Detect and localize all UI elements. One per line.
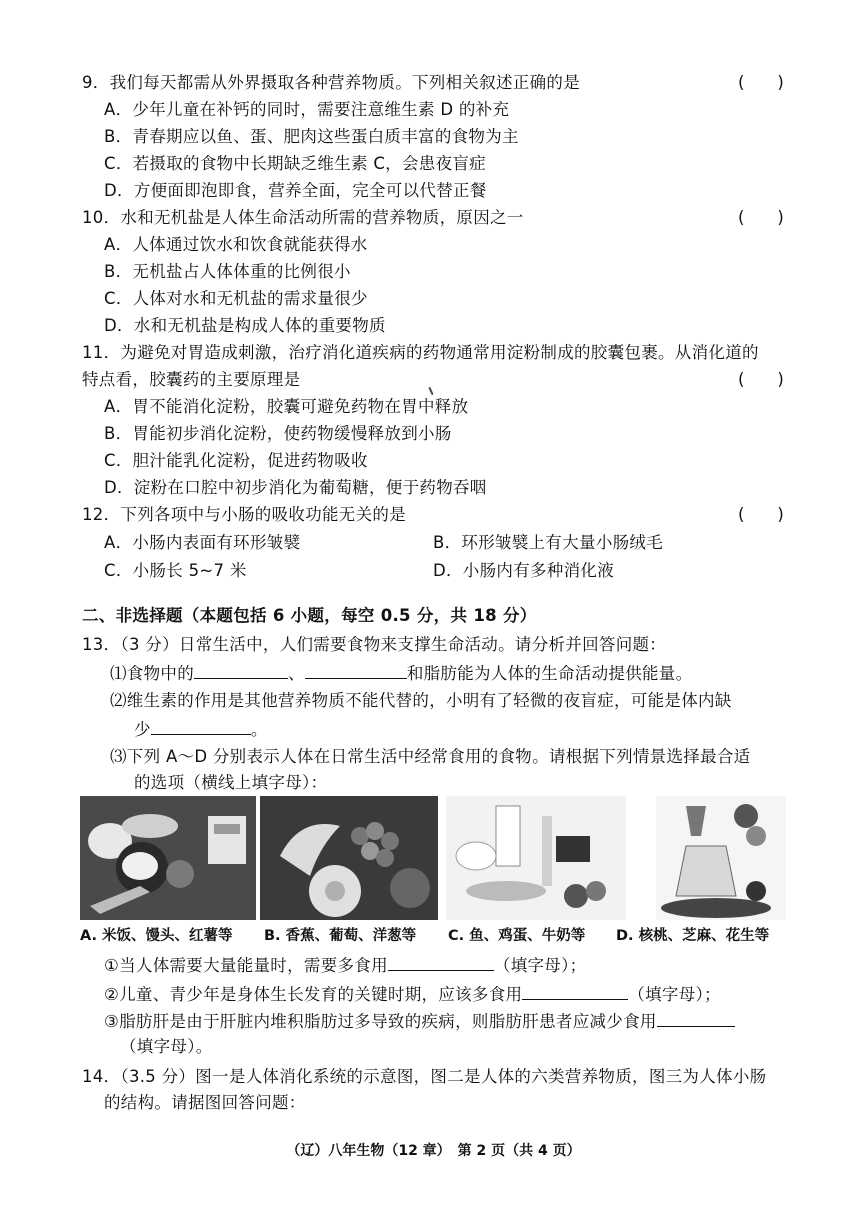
q9-stem: 9．我们每天都需从外界摄取各种营养物质。下列相关叙述正确的是	[82, 73, 580, 92]
q12-option-b: B．环形皱襞上有大量小肠绒毛	[433, 533, 664, 552]
q12-option-d: D．小肠内有多种消化液	[433, 561, 615, 580]
q13-part2-line2	[134, 718, 268, 741]
q13-blank-6[interactable]	[657, 1010, 735, 1027]
q10-answer-paren: ( )	[738, 208, 784, 227]
q13-scenario-3-line1	[104, 1010, 735, 1033]
q13-part1-text-a: ⑴食物中的	[110, 664, 194, 683]
food-photo-d-image	[656, 796, 786, 920]
q13-part3-line2: 的选项（横线上填字母）：	[134, 773, 328, 792]
q13-part2-line1: ⑵维生素的作用是其他营养物质不能代替的，小明有了轻微的夜盲症，可能是体内缺	[110, 691, 732, 710]
q13-part1-text-c: 和脂肪能为人体的生命活动提供能量。	[406, 664, 693, 683]
q10-option-b: B．无机盐占人体体重的比例很小	[104, 262, 351, 281]
caption-a: A. 米饭、馒头、红薯等	[80, 928, 233, 944]
q14-stem-line2: 的结构。请据图回答问题：	[104, 1093, 306, 1112]
q9-option-d: D．方便面即泡即食，营养全面，完全可以代替正餐	[104, 181, 487, 200]
q11-option-c: C．胆汁能乳化淀粉，促进药物吸收	[104, 451, 368, 470]
q13-scenario-3-line2: （填字母）。	[120, 1037, 213, 1056]
q9-option-c: C．若摄取的食物中长期缺乏维生素 C，会患夜盲症	[104, 154, 486, 173]
q10-option-a: A．人体通过饮水和饮食就能获得水	[104, 235, 368, 254]
q13-scenario-1-text: ①当人体需要大量能量时，需要多食用	[104, 956, 388, 975]
q13-part1	[110, 662, 692, 685]
q12-answer-paren: ( )	[738, 505, 784, 524]
section-heading: 二、非选择题（本题包括 6 小题，每空 0.5 分，共 18 分）	[82, 606, 537, 625]
q13-stem: 13．（3 分）日常生活中，人们需要食物来支撑生命活动。请分析并回答问题：	[82, 635, 667, 654]
q11-stem-line1: 11．为避免对胃造成刺激，治疗消化道疾病的药物通常用淀粉制成的胶囊包裹。从消化道的	[82, 343, 759, 362]
page-footer: （辽）八年生物（12 章） 第 2 页（共 4 页）	[286, 1143, 581, 1159]
stray-mark	[428, 387, 433, 395]
q11-option-a: A．胃不能消化淀粉，胶囊可避免药物在胃中释放	[104, 397, 469, 416]
q14-stem-line1: 14．（3.5 分）图一是人体消化系统的示意图，图二是人体的六类营养物质，图三为人体小肠	[82, 1067, 767, 1086]
q13-scenario-2-suffix: （填字母）；	[628, 985, 721, 1004]
q13-blank-3[interactable]	[151, 718, 251, 735]
q13-part1-text-b: 、	[288, 664, 305, 683]
q10-stem: 10．水和无机盐是人体生命活动所需的营养物质，原因之一	[82, 208, 524, 227]
q11-option-d: D．淀粉在口腔中初步消化为葡萄糖，便于药物吞咽	[104, 478, 487, 497]
q12-option-c: C．小肠长 5~7 米	[104, 561, 247, 580]
food-photo-c-image	[446, 796, 626, 920]
food-photo-c	[446, 796, 626, 920]
q13-scenario-1-suffix: （填字母）；	[493, 956, 587, 975]
food-photo-b-image	[260, 796, 438, 920]
q12-option-a: A．小肠内表面有环形皱襞	[104, 533, 301, 552]
q13-part3-line1: ⑶下列 A～D 分别表示人体在日常生活中经常食用的食物。请根据下列情景选择最合适	[110, 747, 751, 766]
q13-scenario-3-text: ③脂肪肝是由于肝脏内堆积脂肪过多导致的疾病，则脂肪肝患者应减少食用	[104, 1012, 657, 1031]
q11-stem-line2: 特点看，胶囊药的主要原理是	[82, 370, 301, 389]
food-photo-a-image	[80, 796, 256, 920]
q10-option-d: D．水和无机盐是构成人体的重要物质	[104, 316, 386, 335]
q13-blank-2[interactable]	[305, 662, 407, 679]
caption-b: B. 香蕉、葡萄、洋葱等	[264, 928, 417, 944]
q13-blank-4[interactable]	[388, 954, 494, 971]
q13-scenario-2	[104, 983, 721, 1006]
q13-blank-5[interactable]	[522, 983, 628, 1000]
food-photo-b	[260, 796, 438, 920]
q10-option-c: C．人体对水和无机盐的需求量很少	[104, 289, 368, 308]
q11-option-b: B．胃能初步消化淀粉，使药物缓慢释放到小肠	[104, 424, 452, 443]
food-photo-a	[80, 796, 256, 920]
caption-c: C. 鱼、鸡蛋、牛奶等	[448, 928, 586, 944]
q13-scenario-1	[104, 954, 586, 977]
q9-answer-paren: ( )	[738, 73, 784, 92]
q9-option-a: A．少年儿童在补钙的同时，需要注意维生素 D 的补充	[104, 100, 510, 119]
q13-blank-1[interactable]	[194, 662, 288, 679]
q9-option-b: B．青春期应以鱼、蛋、肥肉这些蛋白质丰富的食物为主	[104, 127, 519, 146]
q11-answer-paren: ( )	[738, 370, 784, 389]
q13-part2-text-a: 少	[134, 720, 151, 739]
caption-d: D. 核桃、芝麻、花生等	[616, 928, 770, 944]
q12-stem: 12．下列各项中与小肠的吸收功能无关的是	[82, 505, 406, 524]
q13-scenario-2-text: ②儿童、青少年是身体生长发育的关键时期，应该多食用	[104, 985, 523, 1004]
food-photo-d	[656, 796, 786, 920]
q13-part2-text-b: 。	[250, 720, 268, 739]
